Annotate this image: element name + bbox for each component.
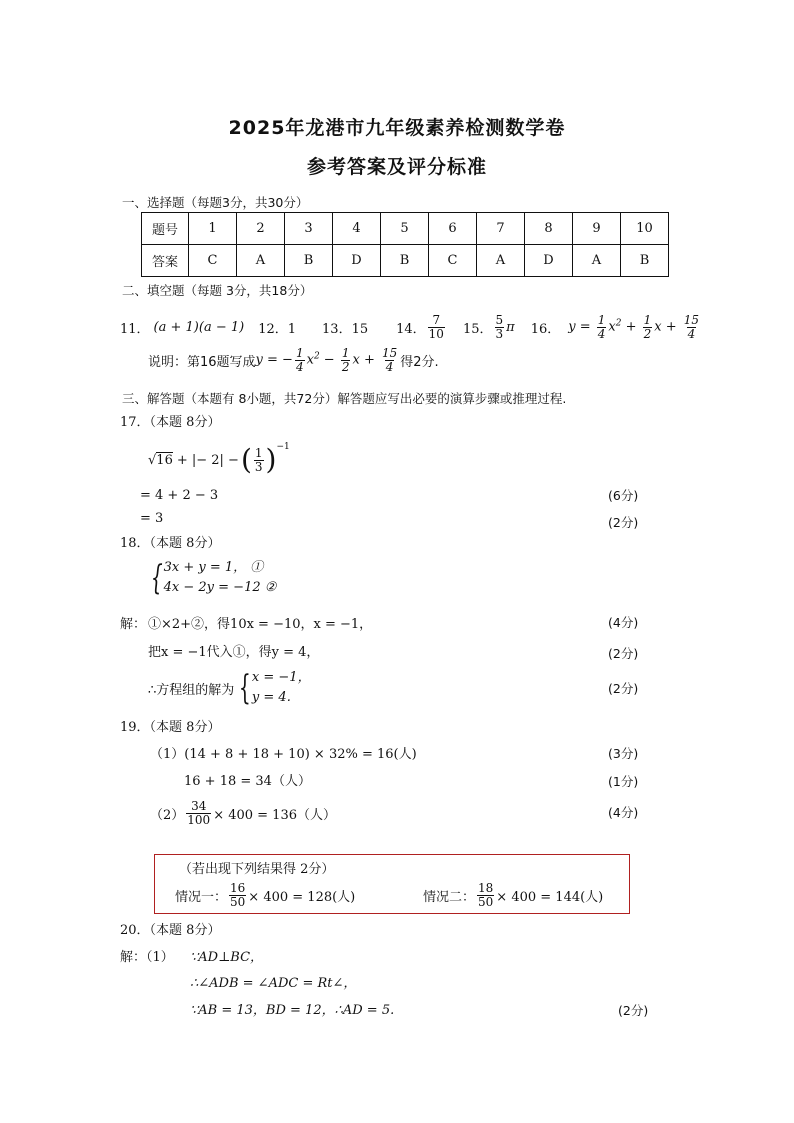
q20-line3-score: (2分) xyxy=(618,1003,649,1018)
table-cell: 6 xyxy=(429,213,477,245)
note-suffix: 得2分. xyxy=(400,354,439,370)
q19-p1b: 16 + 18 = 34（人） xyxy=(184,774,311,789)
q17-step1-score: (6分) xyxy=(608,488,639,503)
q20-sol-prefix: 解：（1） xyxy=(120,950,174,965)
table-cell: B xyxy=(621,245,669,277)
table-cell: 2 xyxy=(237,213,285,245)
q19-label: 19．（本题 8分） xyxy=(120,720,221,735)
page-title: 2025年龙港市九年级素养检测数学卷 xyxy=(228,117,566,139)
table-cell: B xyxy=(285,245,333,277)
q12-answer: 12．1 xyxy=(258,321,297,337)
q18-line1-score: (4分) xyxy=(608,615,639,630)
case2 xyxy=(423,878,603,912)
q19-p1-score: (3分) xyxy=(608,746,639,761)
q18-line2: 把x = −1代入①，得y = 4， xyxy=(148,645,320,660)
q18-line3-b: y = 4. xyxy=(251,690,291,706)
q20-label: 20．（本题 8分） xyxy=(120,923,221,938)
q18-line1: ①×2+②，得10x = −10，x = −1， xyxy=(148,617,373,632)
left-brace-icon: { xyxy=(150,558,163,599)
q18-line2-score: (2分) xyxy=(608,646,639,661)
table-cell: 3 xyxy=(285,213,333,245)
q20-line1: ∵AD⊥BC， xyxy=(190,950,264,965)
table-cell: D xyxy=(333,245,381,277)
table-cell: C xyxy=(429,245,477,277)
table-cell: 8 xyxy=(525,213,573,245)
q20-line2: ∴∠ADB = ∠ADC = Rt∠， xyxy=(190,976,357,991)
q17-step2-score: (2分) xyxy=(608,515,639,530)
table-cell: 9 xyxy=(573,213,621,245)
note-prefix: 说明：第16题写成 xyxy=(148,354,256,370)
q18-label: 18．（本题 8分） xyxy=(120,536,221,551)
case2-rest: × 400 = 144(人) xyxy=(496,889,604,905)
table-cell: 10 xyxy=(621,213,669,245)
section2-heading: 二、填空题（每题 3分，共18分） xyxy=(122,283,313,298)
table-cell: 7 xyxy=(477,213,525,245)
table-cell: A xyxy=(237,245,285,277)
q14-fraction: $\frac{7}{10}$ xyxy=(428,312,444,341)
q18-system xyxy=(146,558,276,598)
table-row-answers xyxy=(142,245,669,277)
q19-p2-prefix: （2） xyxy=(150,807,185,823)
q17-step1: = 4 + 2 − 3 xyxy=(140,488,219,503)
section1-heading: 一、选择题（每题3分，共30分） xyxy=(122,195,309,210)
q19-p1b-score: (1分) xyxy=(608,774,639,789)
table-cell: 4 xyxy=(333,213,381,245)
q18-line3-score: (2分) xyxy=(608,681,639,696)
table-cell: D xyxy=(525,245,573,277)
q17-step2: = 3 xyxy=(140,511,164,526)
q16-number: 16． xyxy=(530,321,561,337)
q18-line3-prefix: ∴方程组的解为 xyxy=(148,682,235,698)
answer-table xyxy=(141,212,669,277)
row-label-num: 题号 xyxy=(142,213,189,245)
case1-fraction: $\frac{16}{50}$ xyxy=(230,880,246,909)
case2-label: 情况二： xyxy=(423,889,476,905)
q11-number: 11． xyxy=(120,321,150,337)
q18-sol-prefix: 解： xyxy=(120,617,147,632)
case1 xyxy=(175,878,355,912)
q18-line3-a: x = −1， xyxy=(251,670,311,685)
q17-label: 17．（本题 8分） xyxy=(120,415,221,430)
page-subtitle: 参考答案及评分标准 xyxy=(306,156,487,178)
fill-blank-answers xyxy=(120,310,702,344)
q20-line3: ∵AB = 13，BD = 12，∴AD = 5. xyxy=(190,1003,395,1018)
q17-expression: √16 + |− 2| − ( $\frac{1}{3}$ ) $^{-1}$ xyxy=(148,442,290,476)
q13-answer: 13．15 xyxy=(322,321,369,337)
q19-p1: （1）(14 + 8 + 18 + 10) × 32% = 16(人) xyxy=(150,747,417,762)
q19-p2-rest: × 400 = 136（人） xyxy=(213,807,336,823)
table-cell: A xyxy=(477,245,525,277)
q15-pi: π xyxy=(506,319,515,335)
case1-label: 情况一： xyxy=(175,889,228,905)
table-row-numbers xyxy=(142,213,669,245)
section3-heading: 三、解答题（本题有 8小题，共72分）解答题应写出必要的演算步骤或推理过程. xyxy=(122,391,567,406)
q11-answer: (a + 1)(a − 1) xyxy=(153,319,245,335)
box-title: （若出现下列结果得 2分） xyxy=(179,862,335,877)
q15-fraction: $\frac{5}{3}$ xyxy=(495,312,504,341)
q18-eq2: 4x − 2y = −12 ② xyxy=(163,580,277,596)
note-expression: y = − $\frac{1}{4}$ $x^2$ − $\frac{1}{2}$ x + $\frac{15}{4}$ xyxy=(255,345,398,374)
q18-eq1: 3x + y = 1， ① xyxy=(163,560,264,575)
partial-credit-box xyxy=(154,854,630,914)
left-brace-icon: { xyxy=(239,668,252,709)
q19-p2 xyxy=(150,796,336,830)
q19-p2-fraction: $\frac{34}{100}$ xyxy=(187,798,211,827)
table-cell: B xyxy=(381,245,429,277)
table-cell: A xyxy=(573,245,621,277)
case1-rest: × 400 = 128(人) xyxy=(248,889,356,905)
q15-number: 15． xyxy=(462,321,493,337)
case2-fraction: $\frac{18}{50}$ xyxy=(478,880,494,909)
q16-answer: y = $\frac{1}{4}$ $x^2$ + $\frac{1}{2}$ x + $\frac{15}{4}$ xyxy=(568,312,700,341)
table-cell: 1 xyxy=(189,213,237,245)
table-cell: C xyxy=(189,245,237,277)
q16-note xyxy=(148,343,439,377)
q18-solution xyxy=(148,668,311,708)
q19-p2-score: (4分) xyxy=(608,805,639,820)
q14-number: 14． xyxy=(396,321,426,337)
row-label-ans: 答案 xyxy=(142,245,189,277)
table-cell: 5 xyxy=(381,213,429,245)
